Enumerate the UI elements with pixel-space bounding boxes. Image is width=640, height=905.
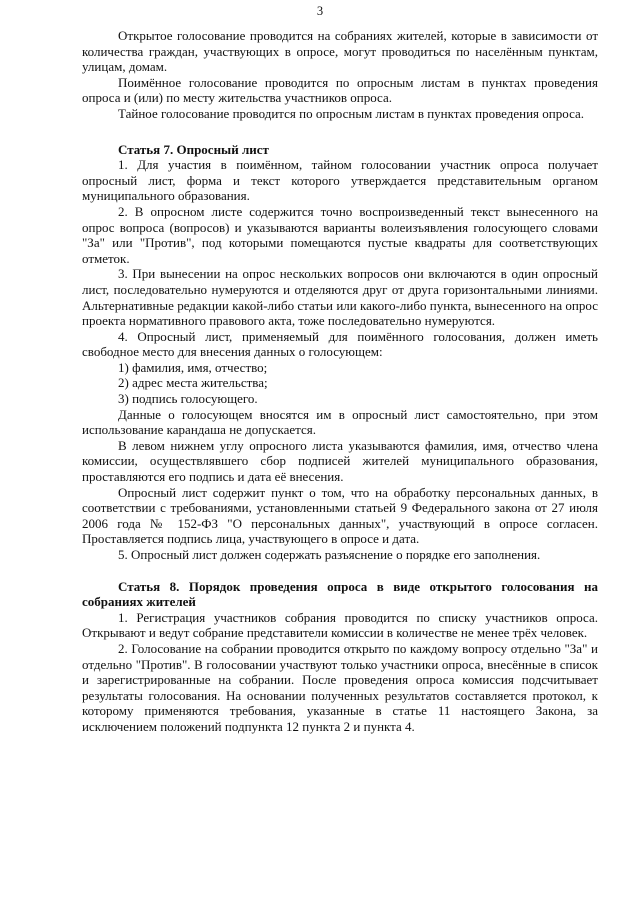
article-8-heading: Статья 8. Порядок проведения опроса в виде открытого голосования на собраниях жителей [82, 578, 598, 610]
article-7-paragraph-8: 5. Опросный лист должен содержать разъяснение о порядке его заполнения. [118, 547, 541, 562]
page-number: 3 [316, 4, 324, 18]
paragraph-open-voting: Открытое голосование проводится на собраниях жителей, которые в зависимости от количества граждан, участвующих в опросе, могут проводиться по населённым пунктам, улицам, домам. [82, 28, 598, 75]
list-item: 3) подпись голосующего. [118, 391, 258, 407]
article-7-heading: Статья 7. Опросный лист [118, 141, 269, 157]
document-body [82, 28, 598, 735]
paragraph-secret-voting: Тайное голосование проводится по опросным листам в пунктах проведения опроса. [118, 105, 585, 121]
article-7-paragraph-4: 4. Опросный лист, применяемый для поимённого голосования, должен иметь свободное место для внесения данных о голосующем: [82, 328, 598, 360]
paragraph-named-voting: Поимённое голосование проводится по опросным листам в пунктах проведения опроса и (или) по месту жительства участников опроса. [82, 74, 598, 106]
article-7-paragraph-5: Данные о голосующем вносятся им в опросный лист самостоятельно, при этом использование карандаша не допускается. [82, 406, 598, 438]
article-7-paragraph-3: 3. При вынесении на опрос нескольких вопросов они включаются в один опросный лист, последовательно нумеруются и отделяются друг от друга горизонтальными линиями. Альтернативные редакции какой-либо статьи или какого-либо пункта, вынесенного на опрос проекта нормативного правового акта, тоже последовательно нумеруются. [82, 266, 598, 329]
article-7-paragraph-7: Опросный лист содержит пункт о том, что на обработку персональных данных, в соответствии с требованиями, установленными статьей 9 Федерального закона от 27 июля 2006 года № 152-ФЗ "О персональных данных", участвующий в опросе согласен. Проставляется подпись лица, участвующего в опросе и дата. [82, 484, 598, 547]
list-item: 1) фамилия, имя, отчество; [118, 359, 268, 375]
article-7-paragraph-1: 1. Для участия в поимённом, тайном голосовании участник опроса получает опросный лист, форма и текст которого утверждается представительным органом муниципального образования. [82, 157, 598, 204]
list-item: 2) адрес места жительства; [118, 375, 268, 391]
article-7-paragraph-6: В левом нижнем углу опросного листа указываются фамилия, имя, отчество члена комиссии, осуществлявшего сбор подписей жителей муниципального образования, проставляются его подпись и дата её внесения. [82, 437, 598, 485]
article-7-paragraph-2: 2. В опросном листе содержится точно воспроизведенный текст вынесенного на опрос вопроса (вопросов) и указываются варианты волеизъявления голосующего словами "За" или "Против", под которыми помещаются пустые квадраты для соответствующих отметок. [82, 203, 598, 266]
article-8-paragraph-1: 1. Регистрация участников собрания проводится по списку участников опроса. Открывают и ведут собрание представители комиссии в количестве не менее трёх человек. [82, 609, 598, 641]
article-8-paragraph-2: 2. Голосование на собрании проводится открыто по каждому вопросу отдельно "За" и отдельно "Против". В голосовании участвуют только участники опроса, внесённые в список и зарегистрированные на собрании. После проведения опроса комиссия подсчитывает результаты голосования. На основании полученных результатов составляется протокол, к которому применяются требования, указанные в статье 11 настоящего Закона, за исключением положений подпункта 12 пункта 2 и пункта 4. [82, 640, 598, 734]
